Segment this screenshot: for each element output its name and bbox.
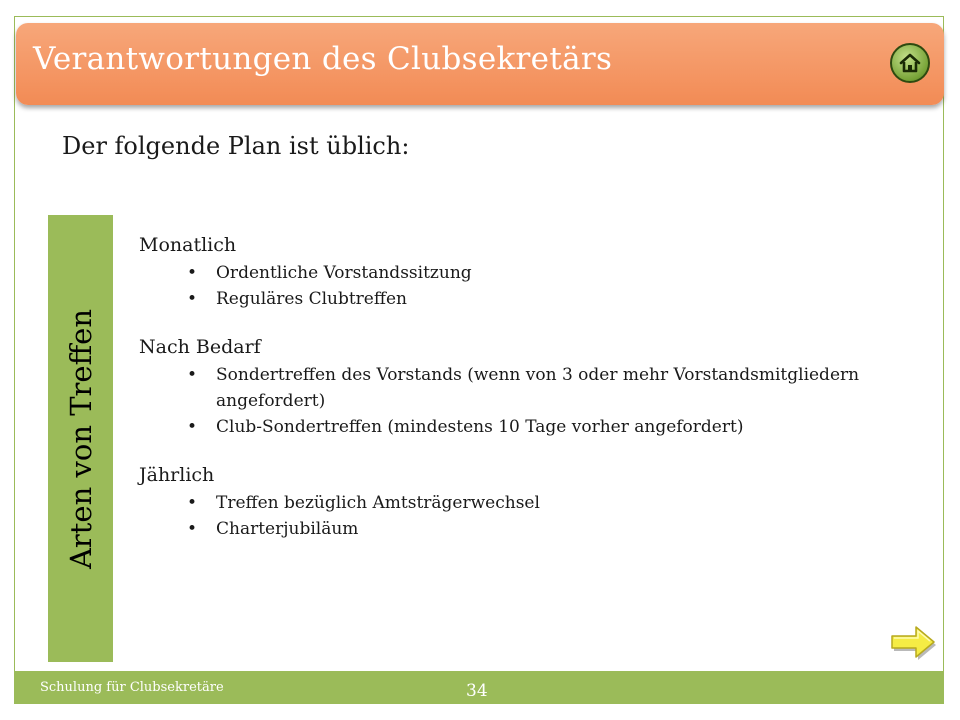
bullet-icon: •	[187, 417, 198, 437]
footer-bar	[15, 671, 943, 704]
next-arrow-icon	[888, 622, 938, 662]
section-heading: Monatlich	[139, 234, 237, 256]
list-item: • Ordentliche Vorstandssitzung	[139, 260, 919, 286]
list-item: • Club-Sondertreffen (mindestens 10 Tage vorher angefordert)	[139, 414, 919, 440]
section-heading: Nach Bedarf	[139, 336, 261, 358]
section-heading: Jährlich	[139, 464, 215, 486]
side-label: Arten von Treffen	[63, 308, 98, 569]
page-number: 34	[466, 681, 488, 701]
bullet-icon: •	[187, 519, 198, 539]
list-item: • Treffen bezüglich Amtsträgerwechsel	[139, 490, 919, 516]
subtitle: Der folgende Plan ist üblich:	[62, 132, 410, 160]
meeting-types-list	[139, 232, 919, 564]
bullet-icon: •	[187, 263, 198, 283]
side-label-bar	[48, 215, 113, 662]
home-icon	[898, 51, 922, 75]
list-item: • Charterjubiläum	[139, 516, 919, 542]
bullet-icon: •	[187, 365, 198, 385]
title-bar	[16, 23, 944, 105]
home-button[interactable]	[890, 43, 930, 83]
list-item: • Sondertreffen des Vorstands (wenn von 3 oder mehr Vorstandsmitgliedern angefordert)	[139, 362, 919, 414]
bullet-icon: •	[187, 493, 198, 513]
footer-text: Schulung für Clubsekretäre	[40, 680, 224, 695]
section-as-needed	[139, 334, 919, 440]
list-item: • Reguläres Clubtreffen	[139, 286, 919, 312]
section-yearly	[139, 462, 919, 542]
slide-title: Verantwortungen des Clubsekretärs	[33, 41, 613, 77]
next-slide-button[interactable]	[888, 622, 938, 662]
bullet-icon: •	[187, 289, 198, 309]
section-monthly	[139, 232, 919, 312]
